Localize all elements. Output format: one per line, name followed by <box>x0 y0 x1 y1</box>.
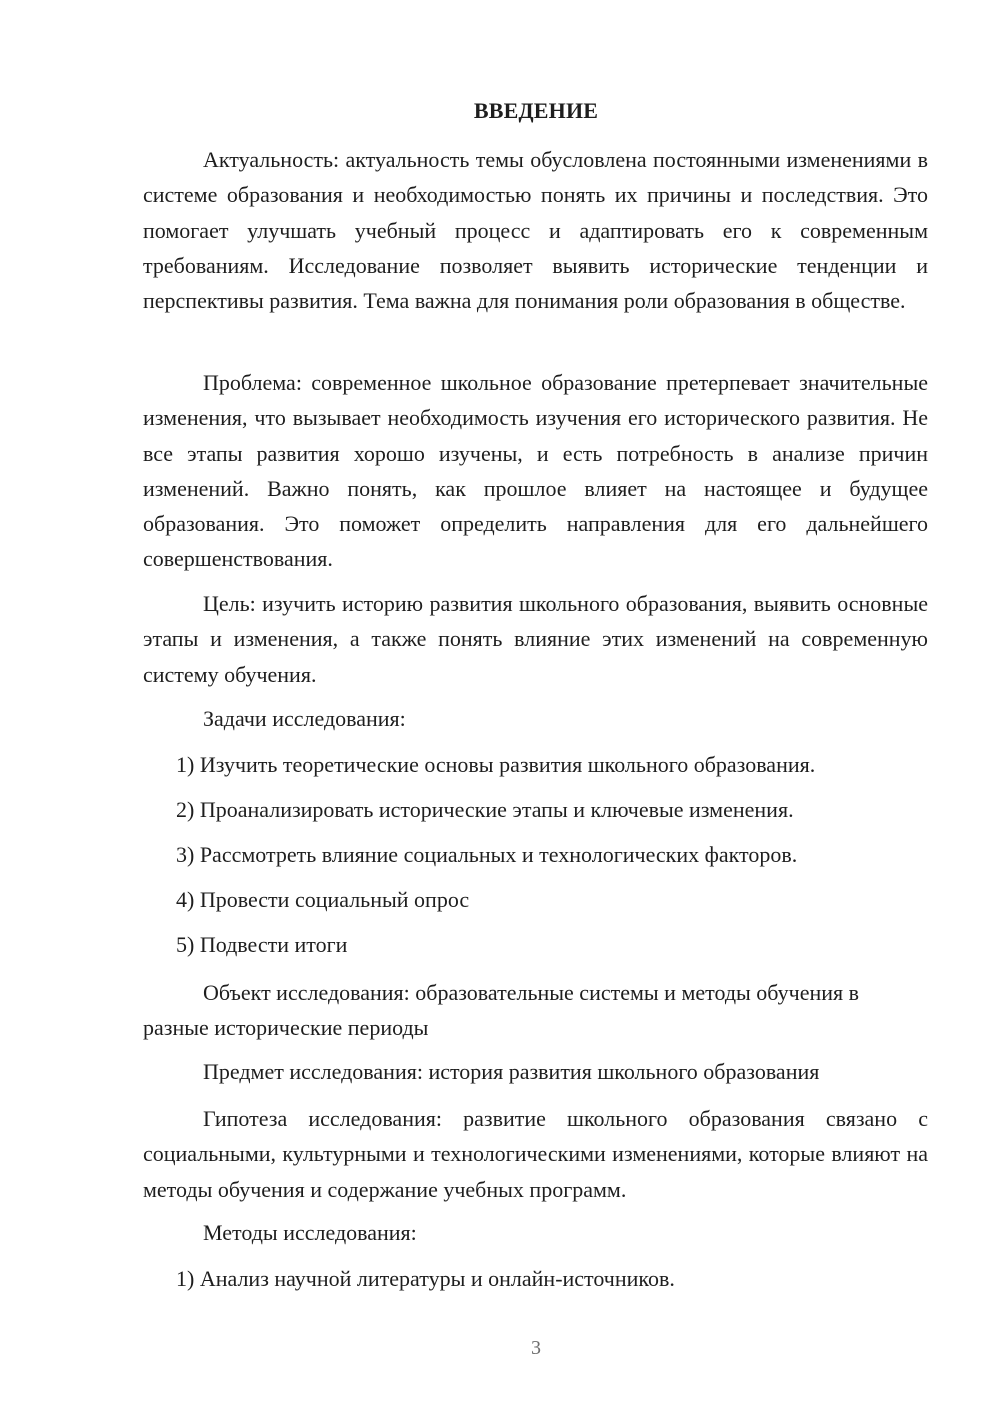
task-item-1: 1) Изучить теоретические основы развития школьного образования. <box>176 752 816 777</box>
paragraph-object: Объект исследования: образовательные системы и методы обучения в разные исторические периоды <box>143 980 860 1041</box>
paragraph-relevance: Актуальность: актуальность темы обусловлена постоянными изменениями в системе образования и необходимостью понять их причины и последствия. Это помогает улучшать учебный процесс и адаптировать его к современным требованиям. Исследование позволяет выявить исторические тенденции и перспективы развития. Тема важна для понимания роли образования в обществе. <box>143 147 928 314</box>
paragraph-problem: Проблема: современное школьное образование претерпевает значительные изменения, что вызывает необходимость изучения его исторического развития. Не все этапы развития хорошо изучены, и есть потребность в анализе причин изменений. Важно понять, как прошлое влияет на настоящее и будущее образования. Это поможет определить направления для его дальнейшего совершенствования. <box>143 370 928 572</box>
paragraph-goal: Цель: изучить историю развития школьного образования, выявить основные этапы и изменения, а также понять влияние этих изменений на современную систему обучения. <box>143 591 928 687</box>
methods-title: Методы исследования: <box>203 1220 417 1245</box>
task-item-2: 2) Проанализировать исторические этапы и ключевые изменения. <box>176 797 794 822</box>
page-title: ВВЕДЕНИЕ <box>473 98 599 123</box>
page-number: 3 <box>531 1337 541 1359</box>
paragraph-hypothesis: Гипотеза исследования: развитие школьного образования связано с социальными, культурными и технологическими изменениями, которые влияют на методы обучения и содержание учебных программ. <box>143 1106 928 1202</box>
task-item-3: 3) Рассмотреть влияние социальных и технологических факторов. <box>176 842 798 867</box>
task-item-5: 5) Подвести итоги <box>176 932 348 957</box>
paragraph-subject: Предмет исследования: история развития школьного образования <box>203 1059 820 1084</box>
tasks-title: Задачи исследования: <box>203 706 406 731</box>
task-item-4: 4) Провести социальный опрос <box>176 887 470 912</box>
method-item-1: 1) Анализ научной литературы и онлайн-источников. <box>176 1266 675 1291</box>
